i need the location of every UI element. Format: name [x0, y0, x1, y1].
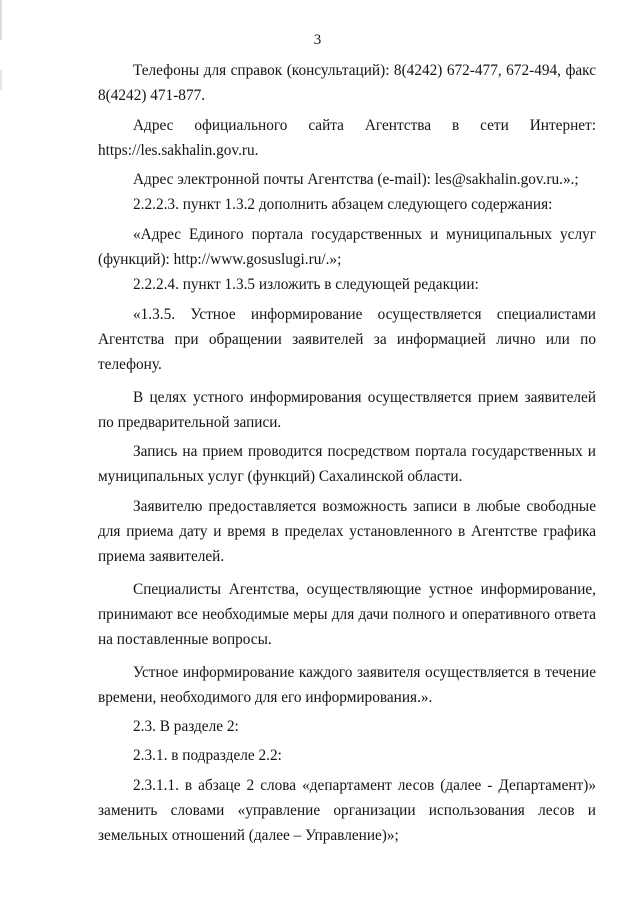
- paragraph-website: Адрес официального сайта Агентства в сети Интернет: https://les.sakhalin.gov.ru.: [98, 116, 596, 159]
- paragraph-subsection-2-2: 2.3.1. в подразделе 2.2:: [133, 747, 282, 765]
- paragraph-2-3-1-1: 2.3.1.1. в абзаце 2 слова «департамент лесов (далее - Департамент)» заменить словами «управление организации использования лесов и земельных отношений (далее – Управление)»;: [98, 776, 596, 845]
- paragraph-2-2-2-3: 2.2.2.3. пункт 1.3.2 дополнить абзацем следующего содержания:: [133, 196, 553, 214]
- paragraph-2-2-2-4: 2.2.2.4. пункт 1.3.5 изложить в следующей редакции:: [133, 276, 479, 294]
- paragraph-free-time: Заявителю предоставляется возможность записи в любые свободные для приема дату и время в пределах установленного в Агентстве графика приема заявителей.: [98, 497, 596, 566]
- paragraph-phones: Телефоны для справок (консультаций): 8(4242) 672-477, 672-494, факс 8(4242) 471-877.: [98, 62, 596, 105]
- paragraph-section-2: 2.3. В разделе 2:: [133, 718, 239, 736]
- page-number: 3: [313, 32, 322, 48]
- paragraph-portal-record: Запись на прием проводится посредством портала государственных и муниципальных услуг (функций) Сахалинской области.: [98, 443, 596, 486]
- paragraph-preliminary-record: В целях устного информирования осуществляется прием заявителей по предварительной записи.: [98, 388, 596, 431]
- paragraph-1-3-5: «1.3.5. Устное информирование осуществляется специалистами Агентства при обращении заявителей за информацией лично или по телефону.: [98, 305, 596, 374]
- paragraph-duration: Устное информирование каждого заявителя осуществляется в течение времени, необходимого для его информирования.».: [98, 663, 596, 706]
- scan-edge-mark: [0, 0, 2, 905]
- paragraph-email: Адрес электронной почты Агентства (e-mail): les@sakhalin.gov.ru.».;: [133, 171, 579, 189]
- paragraph-gosuslugi: «Адрес Единого портала государственных и муниципальных услуг (функций): http://www.gosuslugi.ru/.»;: [98, 225, 596, 269]
- paragraph-specialists: Специалисты Агентства, осуществляющие устное информирование, принимают все необходимые меры для дачи полного и оперативного ответа на поставленные вопросы.: [98, 580, 596, 649]
- document-body: [98, 58, 596, 849]
